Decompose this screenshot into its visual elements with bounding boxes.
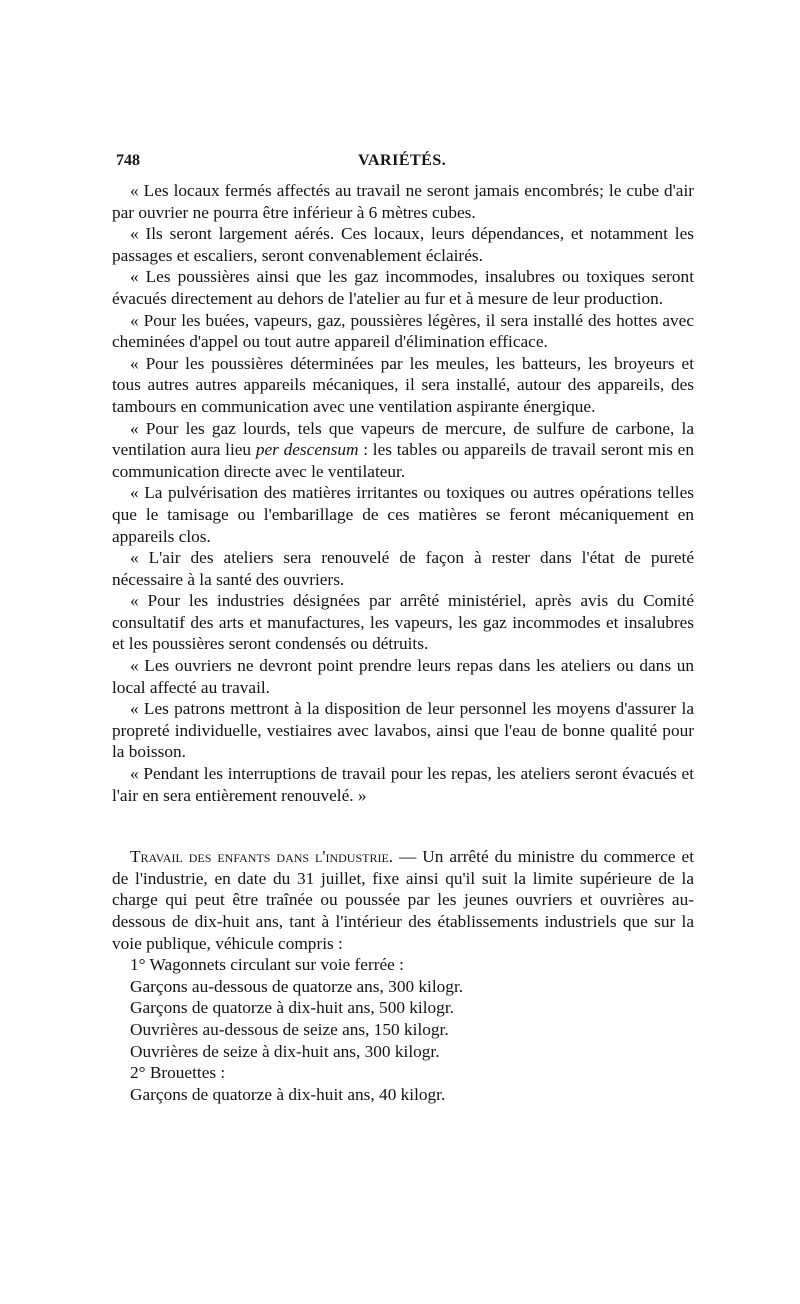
article-text-after: : les tables ou appareils de travail seront mis en communication directe avec le ventilateur.: [112, 440, 694, 481]
article-paragraph: « Les poussières ainsi que les gaz incommodes, insalubres ou toxiques seront évacués directement au dehors de l'atelier au fur et à mesure de leur production.: [112, 267, 694, 308]
article-paragraph: « La pulvérisation des matières irritantes ou toxiques ou autres opérations telles que le tamisage ou l'embarillage de ces matières se feront mécaniquement en appareils clos.: [112, 483, 694, 546]
list-item: Garçons de quatorze à dix-huit ans, 500 kilogr.: [130, 998, 454, 1018]
article-paragraph: « Ils seront largement aérés. Ces locaux, leurs dépendances, et notamment les passages et escaliers, seront convenablement éclairés.: [112, 224, 694, 265]
page-number: 748: [116, 152, 140, 169]
page-header: [112, 150, 694, 180]
list-item: Ouvrières au-dessous de seize ans, 150 kilogr.: [130, 1019, 449, 1039]
list-item: 2° Brouettes :: [130, 1063, 226, 1083]
section-body: — Un arrêté du ministre du commerce et de l'industrie, en date du 31 juillet, fixe ainsi qu'il suit la limite supérieure de la charge qui peut être traînée ou poussée par les jeunes ouvriers et ouvrières au-dessous de dix-huit ans, tant à l'intérieur des établissements industriels que sur la voie publique, véhicule compris :: [112, 847, 694, 953]
latin-phrase: per descensum: [255, 440, 359, 460]
article-paragraph: « Les patrons mettront à la disposition de leur personnel les moyens d'assurer la propreté individuelle, vestiaires avec lavabos, ainsi que l'eau de bonne qualité pour la boisson.: [112, 699, 694, 762]
article-paragraph: [112, 418, 694, 483]
article-text-before: « Pour les gaz lourds, tels que vapeurs de mercure, de sulfure de carbone, la ventilation aura lieu: [112, 418, 694, 460]
article-paragraph: « Pour les poussières déterminées par les meules, les batteurs, les broyeurs et tous autres autres appareils mécaniques, il sera installé, autour des appareils, des tambours en communication avec une ventilation aspirante énergique.: [112, 353, 694, 416]
quoted-articles: [112, 180, 694, 806]
article-paragraph: « Pour les buées, vapeurs, gaz, poussières légères, il sera installé des hottes avec cheminées d'appel ou tout autre appareil d'élimination efficace.: [112, 310, 694, 352]
article-paragraph: « Pendant les interruptions de travail pour les repas, les ateliers seront évacués et l'air en sera entièrement renouvelé. »: [112, 764, 694, 805]
article-paragraph: « Les ouvriers ne devront point prendre leurs repas dans les ateliers ou dans un local affecté au travail.: [112, 656, 694, 697]
list-item: 1° Wagonnets circulant sur voie ferrée :: [130, 955, 404, 975]
article-paragraph: « Pour les industries désignées par arrêté ministériel, après avis du Comité consultatif des arts et manufactures, les vapeurs, les gaz incommodes et insalubres et les poussières seront condensés ou détruits.: [112, 591, 694, 654]
page: [112, 150, 694, 1105]
child-labour-section: [112, 846, 694, 1105]
section-heading: Travail des enfants dans l'industrie.: [130, 847, 394, 867]
list-item: Ouvrières de seize à dix-huit ans, 300 kilogr.: [130, 1041, 440, 1061]
list-item: Garçons de quatorze à dix-huit ans, 40 kilogr.: [130, 1084, 446, 1104]
list-item: Garçons au-dessous de quatorze ans, 300 kilogr.: [130, 976, 464, 996]
running-title: VARIÉTÉS.: [358, 152, 447, 169]
article-paragraph: « L'air des ateliers sera renouvelé de façon à rester dans l'état de pureté nécessaire à la santé des ouvriers.: [112, 548, 694, 589]
section-paragraph: [112, 846, 694, 954]
article-paragraph: « Les locaux fermés affectés au travail ne seront jamais encombrés; le cube d'air par ouvrier ne pourra être inférieur à 6 mètres cubes.: [112, 181, 694, 222]
